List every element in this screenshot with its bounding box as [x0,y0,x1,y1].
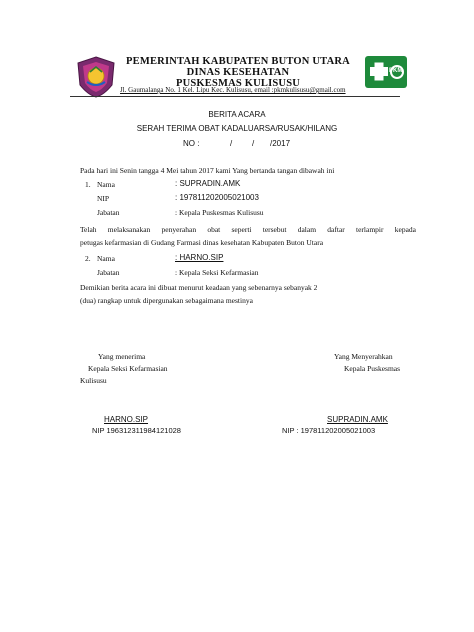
party1-nip-label: NIP [97,194,110,203]
doc-number-year: /2017 [270,139,291,148]
doc-number-sep1: / [230,139,233,148]
giver-title: Kepala Puskesmas [344,364,401,373]
party1-position-label: Jabatan [97,208,120,217]
closing-paragraph-line2: (dua) rangkap untuk dipergunakan sebagaimana mestinya [80,296,253,305]
party2-number: 2. [85,254,91,263]
giver-nip: NIP : 197811202005021003 [282,426,376,435]
header-address: Jl. Gaumalanga No. 1 Kel. Lipu Kec. Kulisusu, email :pkmkulisusu@gmail.com [120,86,346,94]
handover-paragraph-line1: Telah melaksanakan penyerahan obat seperti tersebut dalam daftar terlampir kepada [80,225,416,234]
doc-subtitle: SERAH TERIMA OBAT KADALUARSA/RUSAK/HILANG [136,124,338,133]
opening-paragraph: Pada hari ini Senin tangga 4 Mei tahun 2017 kami Yang bertanda tangan dibawah ini [80,166,335,175]
receiver-location: Kulisusu [80,376,107,385]
giver-role: Yang Menyerahkan [334,352,393,361]
party2-name-label: Nama [97,254,115,263]
party1-name-value: : SUPRADIN.AMK [175,179,241,188]
receiver-nip: NIP 196312311984121028 [92,426,181,435]
doc-number-label: NO : [183,139,200,148]
party1-number: 1. [85,180,91,189]
party2-position-value: : Kepala Seksi Kefarmasian [175,268,259,277]
handover-paragraph-line2: petugas kefarmasian di Gudang Farmasi dinas kesehatan Kabupaten Buton Utara [80,238,324,247]
header-facility: PUSKESMAS KULISUSU [175,78,301,89]
party1-nip-value: : 197811202005021003 [175,193,259,202]
header-government: PEMERINTAH KABUPATEN BUTON UTARA [126,56,350,67]
doc-number-sep2: / [252,139,255,148]
regency-emblem-icon [74,55,118,99]
header-rule [70,96,400,97]
doc-title: BERITA ACARA [208,110,266,119]
closing-paragraph-line1: Demikian berita acara ini dibuat menurut keadaan yang sebenarnya sebanyak 2 [80,283,318,292]
party2-name-value: : HARNO.SIP [175,253,224,262]
header-agency: DINAS KESEHATAN [186,67,290,78]
giver-name: SUPRADIN.AMK [327,415,388,424]
receiver-role: Yang menerima [98,352,146,361]
receiver-name: HARNO.SIP [104,415,149,424]
health-logo-icon [364,55,408,89]
party1-name-label: Nama [97,180,115,189]
party2-position-label: Jabatan [97,268,120,277]
receiver-title: Kepala Seksi Kefarmasian [88,364,168,373]
health-logo-label: PKM [389,68,403,74]
party1-position-value: : Kepala Puskesmas Kulisusu [175,208,264,217]
